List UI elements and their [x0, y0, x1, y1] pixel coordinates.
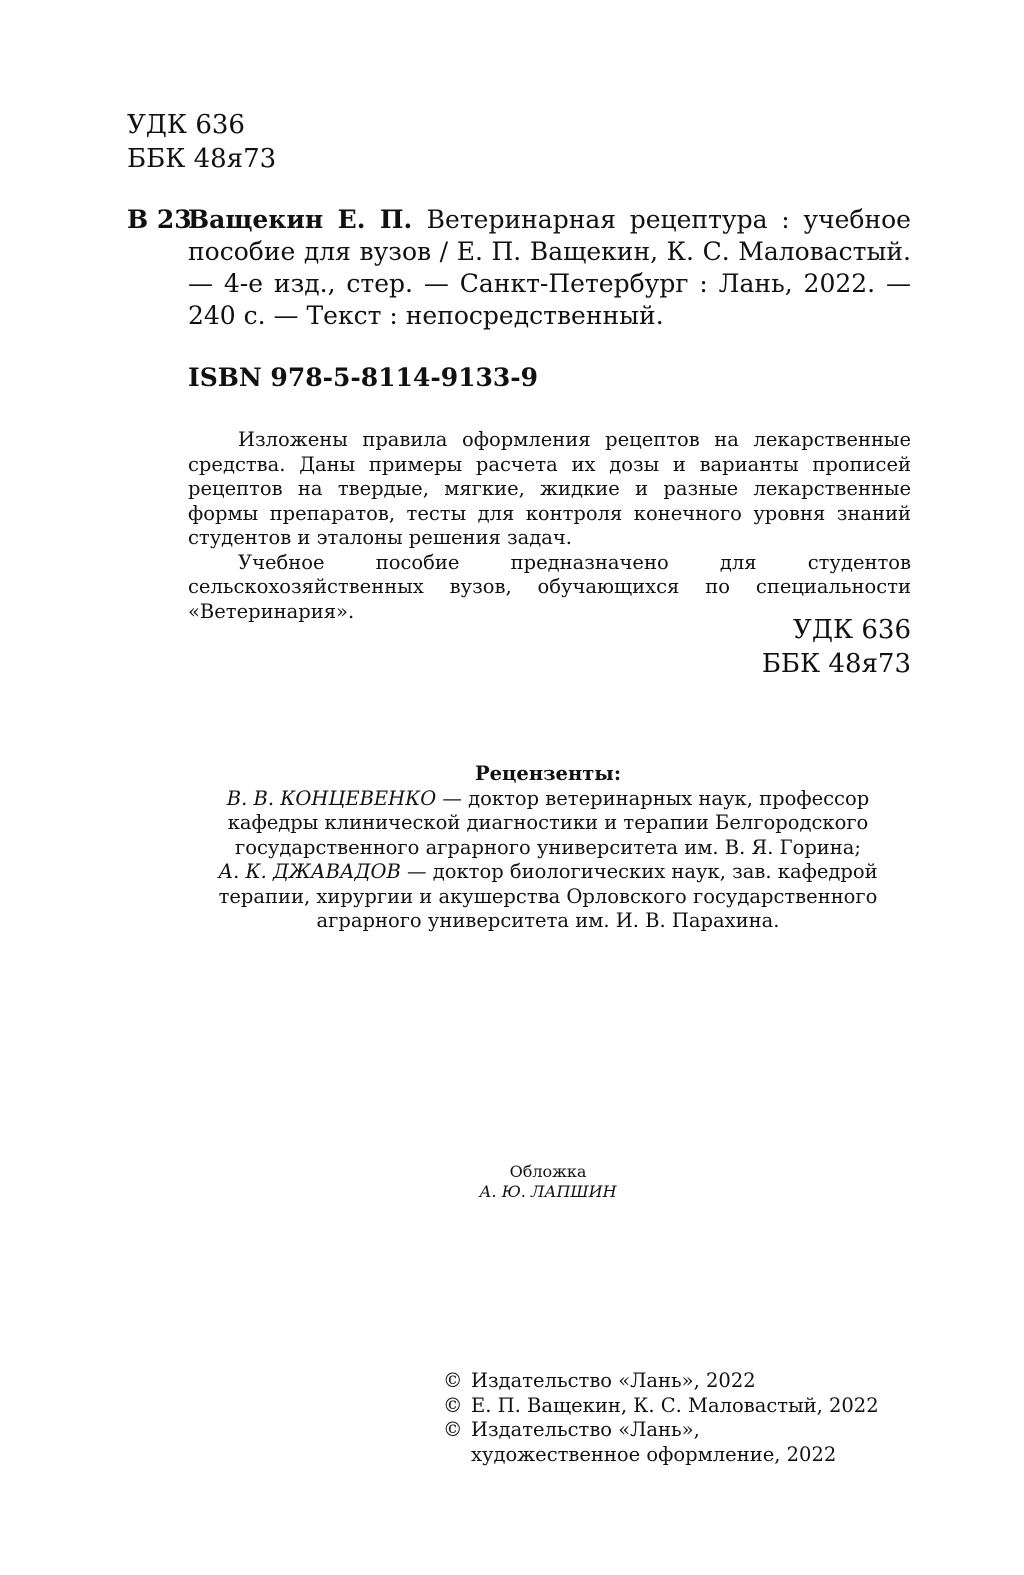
reviewer-name: А. К. ДЖАВАДОВ [218, 860, 401, 883]
copyright-symbol: © [443, 1393, 463, 1417]
reviewers [213, 762, 883, 934]
copyright-text: Издательство «Лань», 2022 [471, 1369, 756, 1392]
cover-label: Обложка [509, 1162, 587, 1181]
author-heading: Ващекин Е. П. [188, 205, 427, 234]
copyright-text: художественное оформление, 2022 [471, 1442, 837, 1466]
copyright-line [443, 1443, 879, 1468]
reviewers-heading: Рецензенты: [474, 762, 622, 785]
reviewer-description: — доктор биологических наук, зав. кафедрой терапии, хирургии и акушерства Орловского государственного аграрного университета им. И. В. Парахина. [218, 860, 878, 932]
copyright-line [443, 1369, 879, 1394]
udk-code: УДК 636 [793, 615, 911, 645]
udk-code: УДК 636 [127, 110, 245, 140]
author-mark: В 23 [127, 205, 192, 234]
cover-credit [0, 1162, 1024, 1202]
classification-bottom [762, 613, 911, 681]
abstract-paragraph: Учебное пособие предназначено для студентов сельскохозяйственных вузов, обучающихся по специальности «Ветеринария». [188, 550, 911, 623]
reviewer-entry [213, 860, 883, 934]
copyright-text: Е. П. Ващекин, К. С. Маловастый, 2022 [471, 1393, 879, 1417]
reviewer-entry [213, 787, 883, 861]
isbn: ISBN 978-5-8114-9133-9 [188, 363, 539, 392]
bibliographic-description [188, 204, 911, 332]
copyright-text: Издательство «Лань», [471, 1418, 700, 1441]
copyright-line [443, 1418, 879, 1443]
reviewer-description: — доктор ветеринарных наук, профессор кафедры клинической диагностики и терапии Белгородского государственного аграрного университета им. В. Я. Горина; [227, 786, 870, 859]
copyright-line [443, 1394, 879, 1419]
copyright-block [443, 1369, 879, 1467]
bbk-code: ББК 48я73 [127, 144, 277, 174]
abstract-paragraph: Изложены правила оформления рецептов на лекарственные средства. Даны примеры расчета их дозы и варианты прописей рецептов на твердые, мягкие, жидкие и разные лекарственные формы препаратов, тесты для контроля конечного уровня знаний студентов и эталоны решения задач. [188, 428, 911, 549]
bbk-code: ББК 48я73 [761, 649, 911, 679]
copyright-symbol: © [443, 1418, 463, 1441]
copyright-symbol: © [443, 1369, 463, 1392]
classification-top [127, 108, 276, 176]
abstract [188, 428, 911, 624]
reviewer-name: В. В. КОНЦЕВЕНКО [226, 786, 437, 810]
cover-designer: А. Ю. ЛАПШИН [479, 1182, 617, 1201]
description-text: Ветеринарная рецептура : учебное пособие для вузов / Е. П. Ващекин, К. С. Маловастый. — 4-е изд., стер. — Санкт-Петербург : Лань, 2022. — 240 с. — Текст : непосредственный. [188, 205, 911, 330]
